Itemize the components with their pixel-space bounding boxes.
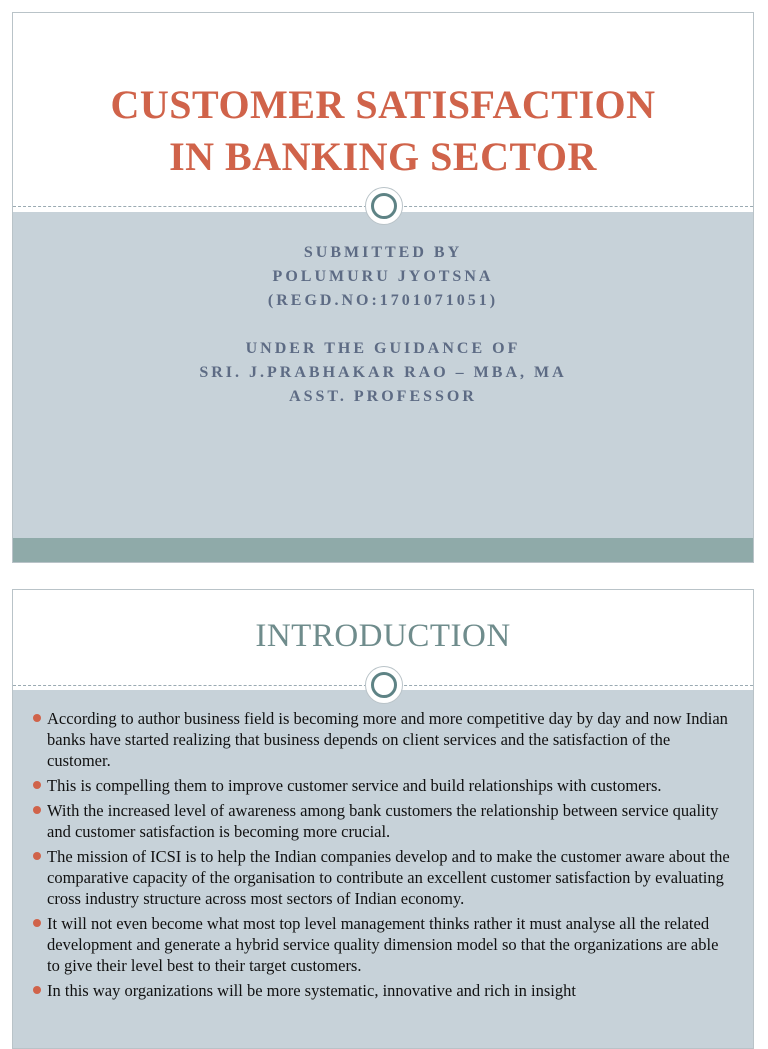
- subtitle-line: POLUMURU JYOTSNA: [272, 268, 494, 285]
- subtitle-line: (REGD.NO:1701071051): [267, 292, 499, 309]
- slide-title: CUSTOMER SATISFACTION IN BANKING SECTOR: [110, 82, 656, 179]
- bullet-icon: [33, 986, 41, 994]
- circle-ornament-icon: [365, 666, 403, 704]
- list-item: This is compelling them to improve customer service and build relationships with customers.: [33, 775, 735, 796]
- footer-band: [13, 538, 753, 563]
- slide-title: INTRODUCTION: [255, 618, 511, 654]
- bullet-list: [33, 708, 735, 1005]
- subtitle-line: SUBMITTED BY: [303, 244, 463, 261]
- circle-ornament-icon: [365, 187, 403, 225]
- subtitle-block: [13, 241, 753, 409]
- list-item: In this way organizations will be more systematic, innovative and rich in insight: [33, 980, 735, 1001]
- list-item: With the increased level of awareness among bank customers the relationship between service quality and customer satisfaction is becoming more crucial.: [33, 800, 735, 842]
- list-item: The mission of ICSI is to help the Indian companies develop and to make the customer aware about the comparative capacity of the organisation to contribute an excellent customer satisfaction by evaluating cross industry structure across most sectors of Indian economy.: [33, 846, 735, 909]
- list-item: According to author business field is becoming more and more competitive day by day and now Indian banks have started realizing that business depends on client services and the satisfaction of the customer.: [33, 708, 735, 771]
- bullet-icon: [33, 781, 41, 789]
- list-item: It will not even become what most top level management thinks rather it must analyse all the related development and generate a hybrid service quality dimension model so that the organizations are able to give their level best to their target customers.: [33, 913, 735, 976]
- bullet-icon: [33, 714, 41, 722]
- subtitle-line: SRI. J.PRABHAKAR RAO – MBA, MA: [199, 364, 567, 381]
- subtitle-line: UNDER THE GUIDANCE OF: [245, 340, 521, 357]
- title-slide: [12, 12, 754, 563]
- subtitle-line: ASST. PROFESSOR: [289, 388, 477, 405]
- introduction-slide: [12, 589, 754, 1049]
- bullet-icon: [33, 919, 41, 927]
- bullet-icon: [33, 852, 41, 860]
- bullet-icon: [33, 806, 41, 814]
